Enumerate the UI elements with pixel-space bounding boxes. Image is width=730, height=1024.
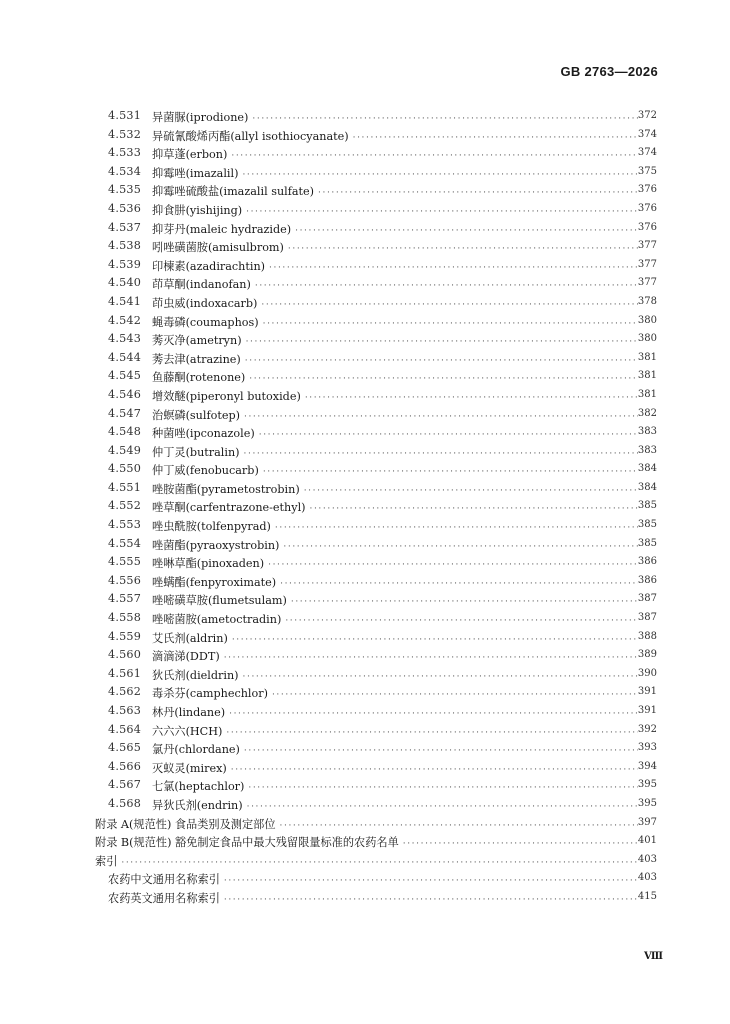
entry-number: 4.561 xyxy=(108,666,142,680)
leader-dots xyxy=(263,319,638,329)
entry-page-number: 392 xyxy=(637,723,657,735)
entry-title: 索引 xyxy=(95,854,118,868)
entry-page-number: 385 xyxy=(637,537,657,549)
entry-title: 茚虫威(indoxacarb) xyxy=(152,296,258,310)
entry-page-number: 380 xyxy=(637,333,657,345)
entry-title: 灭蚁灵(mirex) xyxy=(152,761,227,775)
entry-page-number: 394 xyxy=(637,760,657,772)
entry-title: 唑胺菌酯(pyrametostrobin) xyxy=(152,482,300,496)
entry-title: 六六六(HCH) xyxy=(152,724,223,738)
toc-entry[interactable] xyxy=(0,107,730,126)
leader-dots xyxy=(226,728,638,738)
entry-page-number: 376 xyxy=(637,184,657,196)
toc-entry[interactable] xyxy=(0,497,730,516)
entry-number: 4.538 xyxy=(108,239,142,253)
leader-dots xyxy=(263,467,638,477)
entry-number: 4.568 xyxy=(108,796,142,810)
leader-dots xyxy=(244,746,638,756)
entry-number: 4.531 xyxy=(108,109,142,122)
entry-title: 仲丁威(fenobucarb) xyxy=(152,464,259,478)
entry-title: 抑霉唑(imazalil) xyxy=(152,166,239,180)
entry-title: 林丹(lindane) xyxy=(152,706,226,719)
leader-dots xyxy=(244,449,638,459)
toc-entry[interactable] xyxy=(0,721,730,740)
entry-number: 4.556 xyxy=(108,573,142,587)
entry-title: 吲唑磺菌胺(amisulbrom) xyxy=(152,241,284,255)
entry-title: 鱼藤酮(rotenone) xyxy=(152,371,246,385)
entry-title: 唑啉草酯(pinoxaden) xyxy=(152,557,265,571)
entry-title: 莠灭净(ametryn) xyxy=(152,334,242,348)
entry-title: 农药英文通用名称索引 xyxy=(108,891,220,905)
leader-dots xyxy=(295,226,638,236)
entry-title: 印楝素(azadirachtin) xyxy=(152,259,266,273)
entry-title: 异硫氰酸烯丙酯(allyl isothiocyanate) xyxy=(152,129,349,143)
toc-entry[interactable] xyxy=(0,163,730,182)
leader-dots xyxy=(224,895,638,905)
leader-dots xyxy=(280,821,638,831)
leader-dots xyxy=(245,356,638,366)
leader-dots xyxy=(310,504,638,514)
leader-dots xyxy=(268,560,638,570)
entry-page-number: 378 xyxy=(637,295,657,307)
entry-page-number: 377 xyxy=(637,277,657,289)
entry-page-number: 385 xyxy=(637,500,657,512)
leader-dots xyxy=(252,114,638,124)
leader-dots xyxy=(291,597,638,607)
entry-page-number: 381 xyxy=(637,370,657,382)
entry-title: 艾氏剂(aldrin) xyxy=(152,631,228,645)
entry-page-number: 415 xyxy=(637,890,657,902)
entry-number: 4.555 xyxy=(108,555,142,569)
entry-page-number: 388 xyxy=(637,630,657,642)
entry-number: 4.532 xyxy=(108,127,142,141)
entry-page-number: 384 xyxy=(637,463,657,475)
entry-title: 种菌唑(ipconazole) xyxy=(152,427,255,441)
entry-number: 4.548 xyxy=(108,425,142,439)
entry-number: 4.553 xyxy=(108,518,142,532)
entry-number: 4.549 xyxy=(108,443,142,457)
entry-page-number: 380 xyxy=(637,314,657,326)
entry-title: 茚草酮(indanofan) xyxy=(152,278,251,292)
leader-dots xyxy=(259,430,638,440)
leader-dots xyxy=(269,263,638,273)
entry-page-number: 381 xyxy=(637,351,657,363)
toc-entry[interactable] xyxy=(0,219,730,238)
entry-page-number: 383 xyxy=(637,426,657,438)
entry-number: 4.563 xyxy=(108,704,142,717)
toc-appendix-entry[interactable] xyxy=(0,814,730,833)
leader-dots xyxy=(246,337,638,347)
entry-page-number: 381 xyxy=(637,388,657,400)
entry-page-number: 387 xyxy=(637,593,657,605)
toc-entry[interactable] xyxy=(0,590,730,609)
entry-title: 治螟磷(sulfotep) xyxy=(152,408,240,422)
entry-title: 唑螨酯(fenpyroximate) xyxy=(152,575,277,589)
entry-number: 4.560 xyxy=(108,648,142,662)
entry-title: 蝇毒磷(coumaphos) xyxy=(152,315,259,329)
leader-dots xyxy=(318,188,638,198)
toc-entry[interactable] xyxy=(0,386,730,405)
leader-dots xyxy=(232,635,638,645)
entry-number: 4.547 xyxy=(108,406,142,420)
entry-title: 氯丹(chlordane) xyxy=(152,743,240,757)
entry-number: 4.535 xyxy=(108,183,142,197)
entry-title: 毒杀芬(camphechlor) xyxy=(152,687,268,701)
toc-entry[interactable] xyxy=(0,535,730,554)
entry-title: 抑食肼(yishijing) xyxy=(152,203,243,217)
entry-number: 4.543 xyxy=(108,332,142,346)
toc-entry[interactable] xyxy=(0,758,730,777)
entry-page-number: 376 xyxy=(637,221,657,233)
entry-title: 附录 B(规范性) 豁免制定食品中最大残留限量标准的农药名单 xyxy=(95,836,399,850)
entry-page-number: 385 xyxy=(637,519,657,531)
toc-entry[interactable] xyxy=(0,144,730,163)
toc-entry[interactable] xyxy=(0,646,730,665)
entry-number: 4.546 xyxy=(108,387,142,401)
toc-entry[interactable] xyxy=(0,349,730,368)
entry-page-number: 377 xyxy=(637,240,657,252)
entry-number: 4.537 xyxy=(108,220,142,234)
entry-page-number: 386 xyxy=(637,574,657,586)
entry-page-number: 401 xyxy=(637,835,657,847)
leader-dots xyxy=(305,393,638,403)
leader-dots xyxy=(261,300,638,310)
entry-number: 4.557 xyxy=(108,592,142,606)
entry-page-number: 383 xyxy=(637,444,657,456)
entry-title: 农药中文通用名称索引 xyxy=(108,873,220,887)
entry-number: 4.559 xyxy=(108,629,142,643)
entry-page-number: 390 xyxy=(637,667,657,679)
entry-page-number: 376 xyxy=(637,202,657,214)
entry-page-number: 387 xyxy=(637,612,657,624)
entry-number: 4.551 xyxy=(108,480,142,494)
leader-dots xyxy=(249,374,638,384)
entry-page-number: 382 xyxy=(637,407,657,419)
leader-dots xyxy=(304,486,638,496)
leader-dots xyxy=(231,765,638,775)
leader-dots xyxy=(121,858,638,868)
leader-dots xyxy=(242,170,638,180)
entry-page-number: 393 xyxy=(637,742,657,754)
leader-dots xyxy=(224,876,638,886)
leader-dots xyxy=(231,151,638,161)
entry-number: 4.564 xyxy=(108,722,142,736)
entry-number: 4.539 xyxy=(108,257,142,271)
toc-entry[interactable] xyxy=(0,442,730,461)
leader-dots xyxy=(275,523,638,533)
entry-title: 抑草蓬(erbon) xyxy=(152,148,228,162)
toc-entry[interactable] xyxy=(0,405,730,424)
toc-entry[interactable] xyxy=(0,181,730,200)
page-number-footer: Ⅷ xyxy=(644,951,663,962)
entry-title: 唑嘧菌胺(ametoctradin) xyxy=(152,613,282,627)
toc-entry[interactable] xyxy=(0,553,730,572)
entry-page-number: 403 xyxy=(637,853,657,865)
toc-entry[interactable] xyxy=(0,200,730,219)
entry-page-number: 395 xyxy=(637,779,657,791)
entry-number: 4.540 xyxy=(108,276,142,290)
entry-number: 4.534 xyxy=(108,164,142,178)
toc-entry[interactable] xyxy=(0,683,730,702)
leader-dots xyxy=(247,802,638,812)
entry-title: 异狄氏剂(endrin) xyxy=(152,798,243,812)
entry-title: 唑虫酰胺(tolfenpyrad) xyxy=(152,520,271,534)
entry-title: 唑菌酯(pyraoxystrobin) xyxy=(152,538,280,552)
entry-title: 唑草酮(carfentrazone-ethyl) xyxy=(152,501,306,515)
entry-page-number: 389 xyxy=(637,649,657,661)
entry-title: 异菌脲(iprodione) xyxy=(152,111,249,124)
toc-entry[interactable] xyxy=(0,312,730,331)
toc-entry[interactable] xyxy=(0,367,730,386)
toc-appendix-entry[interactable] xyxy=(0,851,730,870)
entry-title: 附录 A(规范性) 食品类别及测定部位 xyxy=(95,817,276,831)
leader-dots xyxy=(353,133,638,143)
toc-entry[interactable] xyxy=(0,572,730,591)
leader-dots xyxy=(280,579,638,589)
toc-entry[interactable] xyxy=(0,293,730,312)
entry-page-number: 386 xyxy=(637,556,657,568)
entry-title: 仲丁灵(butralin) xyxy=(152,445,240,459)
entry-title: 增效醚(piperonyl butoxide) xyxy=(152,389,301,403)
leader-dots xyxy=(229,709,638,719)
toc-entry[interactable] xyxy=(0,126,730,145)
entry-number: 4.544 xyxy=(108,350,142,364)
leader-dots xyxy=(244,412,638,422)
leader-dots xyxy=(283,542,638,552)
entry-title: 抑芽丹(maleic hydrazide) xyxy=(152,222,292,236)
leader-dots xyxy=(288,244,638,254)
entry-page-number: 384 xyxy=(637,481,657,493)
standard-code: GB 2763—2026 xyxy=(560,64,658,79)
entry-page-number: 377 xyxy=(637,258,657,270)
entry-page-number: 403 xyxy=(637,872,657,884)
entry-number: 4.562 xyxy=(108,685,142,699)
entry-page-number: 372 xyxy=(637,110,657,121)
toc-entry[interactable] xyxy=(0,237,730,256)
toc-entry[interactable] xyxy=(0,776,730,795)
leader-dots xyxy=(285,616,638,626)
entry-page-number: 391 xyxy=(637,686,657,698)
leader-dots xyxy=(224,653,638,663)
toc-index-entry[interactable] xyxy=(0,869,730,888)
entry-page-number: 374 xyxy=(637,147,657,159)
entry-number: 4.554 xyxy=(108,536,142,550)
toc-entry[interactable] xyxy=(0,609,730,628)
leader-dots xyxy=(248,783,638,793)
entry-number: 4.533 xyxy=(108,146,142,160)
entry-page-number: 374 xyxy=(637,128,657,140)
toc-entry[interactable] xyxy=(0,739,730,758)
entry-number: 4.566 xyxy=(108,759,142,773)
entry-page-number: 391 xyxy=(637,705,657,716)
toc-entry[interactable] xyxy=(0,665,730,684)
entry-title: 唑嘧磺草胺(flumetsulam) xyxy=(152,594,287,608)
leader-dots xyxy=(243,672,638,682)
entry-page-number: 375 xyxy=(637,165,657,177)
leader-dots xyxy=(403,839,638,849)
entry-number: 4.542 xyxy=(108,313,142,327)
entry-page-number: 397 xyxy=(637,816,657,828)
toc-entry[interactable] xyxy=(0,628,730,647)
table-of-contents xyxy=(0,107,730,907)
toc-entry[interactable] xyxy=(0,516,730,535)
leader-dots xyxy=(255,281,638,291)
entry-number: 4.536 xyxy=(108,201,142,215)
toc-entry[interactable] xyxy=(0,330,730,349)
toc-appendix-entry[interactable] xyxy=(0,832,730,851)
entry-number: 4.541 xyxy=(108,294,142,308)
entry-number: 4.565 xyxy=(108,741,142,755)
entry-title: 滴滴涕(DDT) xyxy=(152,650,220,664)
toc-index-entry[interactable] xyxy=(0,888,730,907)
toc-entry[interactable] xyxy=(0,256,730,275)
entry-number: 4.552 xyxy=(108,499,142,513)
entry-number: 4.558 xyxy=(108,611,142,625)
entry-title: 莠去津(atrazine) xyxy=(152,352,241,366)
toc-entry[interactable] xyxy=(0,423,730,442)
entry-page-number: 395 xyxy=(637,797,657,809)
toc-entry[interactable] xyxy=(0,460,730,479)
entry-number: 4.550 xyxy=(108,462,142,476)
toc-entry[interactable] xyxy=(0,702,730,721)
entry-title: 七氯(heptachlor) xyxy=(152,780,245,794)
toc-entry[interactable] xyxy=(0,795,730,814)
leader-dots xyxy=(246,207,638,217)
toc-entry[interactable] xyxy=(0,479,730,498)
entry-title: 狄氏剂(dieldrin) xyxy=(152,668,239,682)
toc-entry[interactable] xyxy=(0,274,730,293)
entry-number: 4.545 xyxy=(108,369,142,383)
leader-dots xyxy=(272,690,638,700)
entry-number: 4.567 xyxy=(108,778,142,792)
entry-title: 抑霉唑硫酸盐(imazalil sulfate) xyxy=(152,185,315,199)
